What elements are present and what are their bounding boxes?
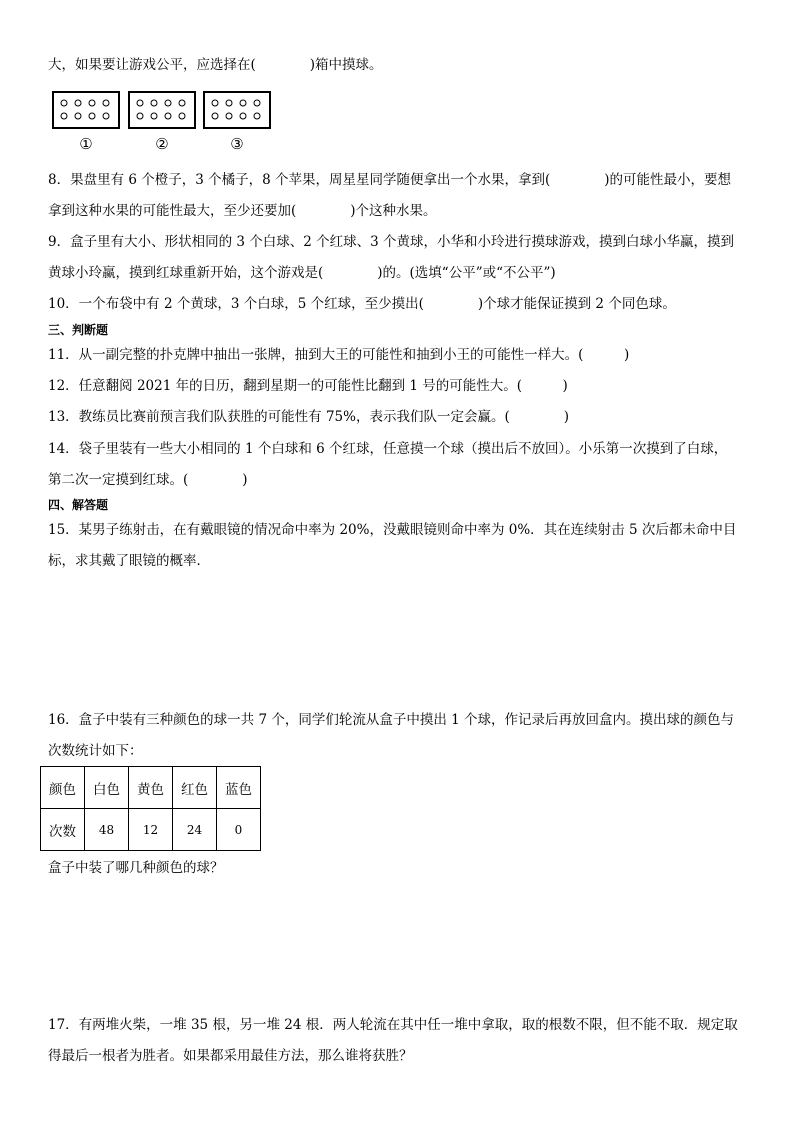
question-12: 12．任意翻阅 2021 年的日历，翻到星期一的可能性比翻到 1 号的可能性大。( ) — [48, 378, 568, 394]
question-9-line-2: 黄球小玲赢，摸到红球重新开始，这个游戏是( )的。(选填“公平”或“不公平”) — [48, 265, 556, 281]
table-cell: 黄色 — [129, 767, 173, 809]
box-label-1: ① — [79, 135, 93, 153]
question-16-line-1: 16．盒子中装有三种颜色的球一共 7 个，同学们轮流从盒子中摸出 1 个球，作记录后再放回盒内。摸出球的颜色与 — [48, 712, 735, 728]
ball-box-3 — [203, 91, 271, 129]
table-cell: 24 — [173, 809, 217, 851]
question-8-line-1: 8．果盘里有 6 个橙子，3 个橘子，8 个苹果，周星星同学随便拿出一个水果，拿到( )的可能性最小，要想 — [48, 172, 732, 188]
section-heading-judgement: 三、判断题 — [48, 323, 109, 337]
question-17-line-1: 17．有两堆火柴，一堆 35 根，另一堆 24 根．两人轮流在其中任一堆中拿取，取的根数不限，但不能不取．规定取 — [48, 1017, 738, 1033]
table-cell: 蓝色 — [217, 767, 261, 809]
question-16-line-2: 次数统计如下： — [48, 743, 143, 759]
question-7-continued: 大，如果要让游戏公平，应选择在( )箱中摸球。 — [48, 57, 383, 73]
table-cell: 12 — [129, 809, 173, 851]
question-8-line-2: 拿到这种水果的可能性最大，至少还要加( )个这种水果。 — [48, 203, 437, 219]
ball-count-table — [40, 766, 261, 851]
table-cell: 红色 — [173, 767, 217, 809]
table-row — [41, 809, 261, 851]
question-14-line-2: 第二次一定摸到红球。( ) — [48, 472, 248, 488]
balls-icon — [130, 93, 194, 127]
table-cell: 0 — [217, 809, 261, 851]
section-heading-solutions: 四、解答题 — [48, 498, 109, 512]
table-cell: 次数 — [41, 809, 85, 851]
question-17-line-2: 得最后一根者为胜者。如果都采用最佳方法，那么谁将获胜？ — [48, 1048, 413, 1064]
balls-icon — [54, 93, 118, 127]
box-label-2: ② — [155, 135, 169, 153]
box-label-3: ③ — [230, 135, 244, 153]
question-13: 13．教练员比赛前预言我们队获胜的可能性有 75%，表示我们队一定会赢。( ) — [48, 409, 570, 425]
question-10: 10．一个布袋中有 2 个黄球，3 个白球，5 个红球，至少摸出( )个球才能保证摸到 2 个同色球。 — [48, 296, 676, 312]
balls-icon — [205, 93, 269, 127]
table-row — [41, 767, 261, 809]
table-cell: 白色 — [85, 767, 129, 809]
question-15-line-2: 标，求其戴了眼镜的概率． — [48, 553, 210, 569]
table-cell: 颜色 — [41, 767, 85, 809]
question-16-prompt: 盒子中装了哪几种颜色的球？ — [48, 860, 224, 876]
ball-box-2 — [128, 91, 196, 129]
ball-box-1 — [52, 91, 120, 129]
question-14-line-1: 14．袋子里装有一些大小相同的 1 个白球和 6 个红球，任意摸一个球（摸出后不放回）。小乐第一次摸到了白球， — [48, 441, 728, 457]
table-cell: 48 — [85, 809, 129, 851]
question-11: 11．从一副完整的扑克牌中抽出一张牌，抽到大王的可能性和抽到小王的可能性一样大。( ) — [48, 347, 630, 363]
question-9-line-1: 9．盒子里有大小、形状相同的 3 个白球、2 个红球、3 个黄球，小华和小玲进行摸球游戏，摸到白球小华赢，摸到 — [48, 234, 735, 250]
question-15-line-1: 15．某男子练射击，在有戴眼镜的情况命中率为 20%，没戴眼镜则命中率为 0%．其在连续射击 5 次后都未命中目 — [48, 522, 737, 538]
